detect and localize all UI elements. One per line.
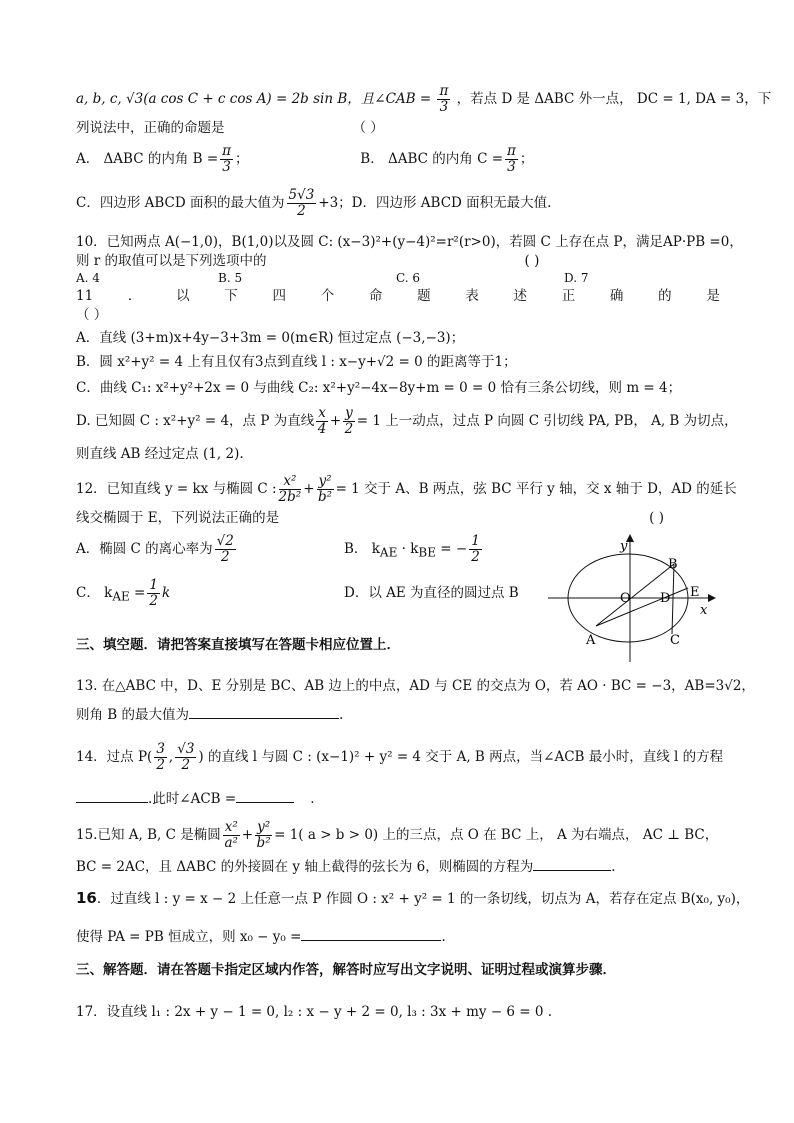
q13-line2: 则角 B 的最大值为 . xyxy=(76,704,343,725)
q12-line1: 12．已知直线 y = kx 与椭圆 C : $\frac{\text{x²}}{\text{2b²}}$ + $\frac{\text{y²}}{\text{b²}}$ = 1 交于 A、B 两点，弦 BC 平行 y 轴，交 x 轴于 D，AD 的延长 xyxy=(76,473,737,505)
q9-option-a: A． ΔABC 的内角 B = $\frac{\pi}{3}$ ； xyxy=(76,143,249,175)
q9-line1: a, b, c, √3(a cos C + c cos A) = 2b sin B，且∠CAB = $\frac{\pi}{3}$ ，若点 D 是 ΔABC 外一点， DC = 1, DA = 3，下 xyxy=(76,83,772,115)
q15-line1: 15.已知 A, B, C 是椭圆 $\frac{\text{x²}}{\text{a²}}$ + $\frac{\text{y²}}{\text{b²}}$ = 1( a > b > 0) 上的三点，点 O 在 BC 上， A 为右端点， AC ⊥ BC， xyxy=(76,819,719,851)
q10-option-b: B. 5 xyxy=(218,271,243,285)
q11-paren: （ ） xyxy=(76,307,108,323)
q16-answer-blank xyxy=(301,926,441,941)
q11-option-d-cont: 则直线 AB 经过定点 (1, 2). xyxy=(76,446,244,462)
line-ae xyxy=(596,588,688,626)
label-y: y xyxy=(620,539,628,554)
label-o: O xyxy=(620,591,631,606)
q10-line2: 则 r 的取值可以是下列选项中的 ( ) xyxy=(76,253,540,269)
q14-answer-blank-2 xyxy=(236,788,294,803)
q14-line2: .此时∠ACB = . xyxy=(76,788,315,809)
label-b: B xyxy=(668,557,678,572)
q12-options-ab xyxy=(76,534,484,565)
q9-options-cd: C．四边形 ABCD 面积的最大值为 $\frac{5√3}{2}$ +3；D．四边形 ABCD 面积无最大值. xyxy=(76,187,552,219)
x-axis-arrow xyxy=(708,594,716,602)
q9-options-ab xyxy=(76,144,533,175)
q11-option-c: C．曲线 C₁: x²+y²+2x = 0 与曲线 C₂: x²+y²−4x−8y+m = 0 = 0 恰有三条公切线，则 m = 4； xyxy=(76,380,682,396)
section-fill-in-title: 三、填空题．请把答案直接填写在答题卡相应位置上． xyxy=(76,637,400,653)
q12-option-a: A．椭圆 C 的离心率为 $\frac{√2}{2}$ xyxy=(76,533,234,565)
label-e: E xyxy=(690,585,700,600)
q12-options-cd xyxy=(76,578,519,609)
q12-option-b: B． $k_{AE} \cdot k_{BE}$ = − $\frac{1}{2}$ xyxy=(344,533,480,565)
q13-answer-blank xyxy=(189,704,339,719)
q12-option-c: C． $k_{AE}$ = $\frac{1}{2}$ k xyxy=(76,577,171,609)
label-c: C xyxy=(670,633,680,648)
label-a: A xyxy=(586,633,596,648)
answer-paren: （ ） xyxy=(352,120,384,136)
q11-option-a: A．直线 (3+m)x+4y−3+3m = 0(m∈R) 恒过定点 (−3,−3)； xyxy=(76,330,465,346)
label-d: D xyxy=(660,591,671,606)
section-solution-title: 三、解答题．请在答题卡指定区域内作答，解答时应写出文字说明、证明过程或演算步骤． xyxy=(76,962,616,978)
ellipse-figure xyxy=(548,530,738,662)
q9-option-b: B． ΔABC 的内角 C = $\frac{\pi}{3}$ ； xyxy=(360,143,534,175)
q16-line1: 16．过直线 l : y = x − 2 上任意一点 P 作圆 O : x² + y² = 1 的一条切线，切点为 A，若存在定点 B(x₀, y₀)， xyxy=(76,889,750,907)
q13-line1: 13. 在△ABC 中，D、E 分别是 BC、AB 边上的中点，AD 与 CE 的交点为 O，若 AO · BC = −3，AB=3√2， xyxy=(76,678,755,694)
q17-line1: 17．设直线 l₁ : 2x + y − 1 = 0, l₂ : x − y + 2 = 0, l₃ : 3x + my − 6 = 0 . xyxy=(76,1004,553,1020)
q11-header: 11 ． 以 下 四 个 命 题 表 述 正 确 的 是 xyxy=(76,288,720,304)
q10-option-c: C. 6 xyxy=(396,271,421,285)
label-x: x xyxy=(700,603,708,618)
q12-line2: 线交椭圆于 E，下列说法正确的是 ( ) xyxy=(76,510,664,526)
q16-line2: 使得 PA = PB 恒成立，则 x₀ − y₀ = . xyxy=(76,926,446,947)
q10-option-d: D. 7 xyxy=(564,271,589,285)
q14-answer-blank-1 xyxy=(76,788,148,803)
q11-option-b: B．圆 x²+y² = 4 上有且仅有3点到直线 l : x−y+√2 = 0 的距离等于1； xyxy=(76,354,517,370)
chord-bc xyxy=(672,564,674,634)
q10-line1: 10．已知两点 A(−1,0)，B(1,0)以及圆 C: (x−3)²+(y−4)²=r²(r>0)，若圆 C 上存在点 P，满足AP·PB =0， xyxy=(76,234,743,250)
q14-line1: 14．过点 P( $\frac{3}{2}$ , $\frac{√3}{2}$ ) 的直线 l 与圆 C : (x−1)² + y² = 4 交于 A, B 两点，当∠ACB 最小时，直线 l 的方程 xyxy=(76,741,724,773)
q9-line2: 列说法中，正确的命题是 （ ） xyxy=(76,120,384,136)
q11-option-d: D. 已知圆 C : x²+y² = 4，点 P 为直线 $\frac{x}{4}$ + $\frac{y}{2}$ = 1 上一动点，过点 P 向圆 C 引切线 PA, PB， A, B 为切点， xyxy=(76,405,738,437)
q10-option-a: A. 4 xyxy=(76,271,100,285)
q9-fraction: $\frac{\pi}{3}$ xyxy=(439,83,449,115)
q15-answer-blank xyxy=(533,856,611,871)
q10-options xyxy=(76,268,588,288)
q15-line2: BC = 2AC，且 ΔABC 的外接圆在 y 轴上截得的弦长为 6，则椭圆的方程为 . xyxy=(76,856,616,877)
q12-option-d: D．以 AE 为直径的圆过点 B xyxy=(344,585,519,601)
